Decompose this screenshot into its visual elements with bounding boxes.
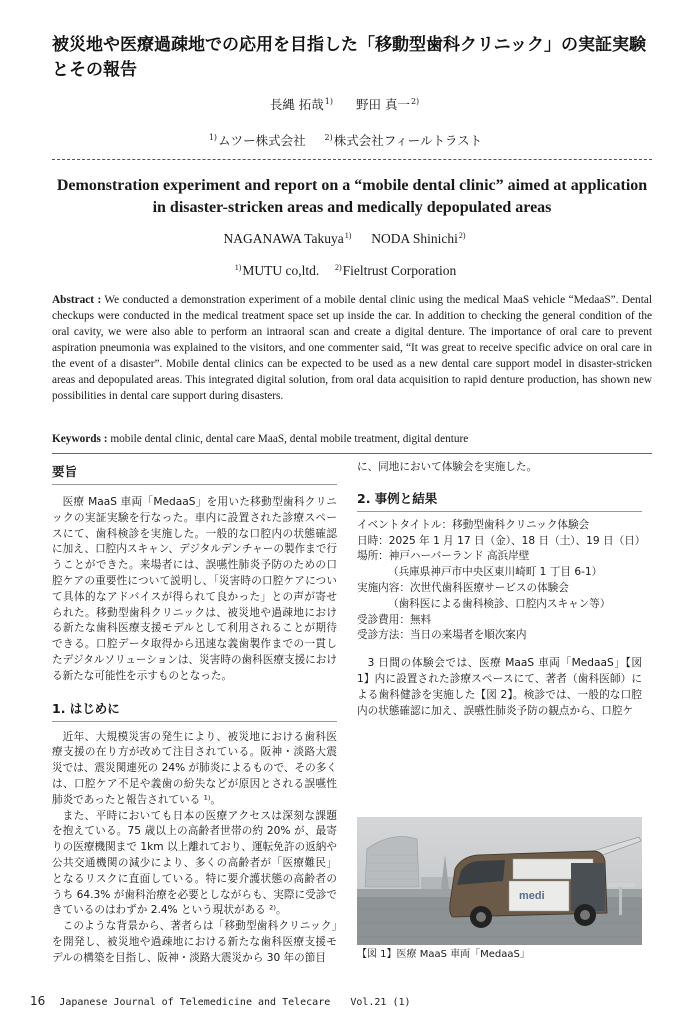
author-name: NAGANAWA Takuya	[223, 231, 344, 246]
affiliation-mark: 1)	[324, 97, 334, 106]
intro-paragraph: このような背景から、著者らは「移動型歯科クリニック」を開発し、被災地や過疎地における新たな歯科医療支援モデルの構築を目指し、阪神・淡路大震災から 30 年の節目	[52, 920, 337, 964]
paper-title-en: Demonstration experiment and report on a “mobile dental clinic” aimed at application in disaster-stricken areas and medically depopulated areas	[56, 177, 648, 216]
affiliation-name: 株式会社フィールトラスト	[333, 133, 483, 148]
affiliation-name: MUTU co,ltd.	[242, 263, 320, 278]
vehicle-logo-text: medi	[519, 890, 545, 902]
abstract-text: We conducted a demonstration experiment of a mobile dental clinic using the medical MaaS vehicle “MedaaS”. Dental checkups were conducted in the medical treatment space set up inside the car. In addition to checking the general condition of the oral cavity, we were also able to perform an intraoral scan and create a digital denture. The importance of oral care to prevent aspiration pneumonia was explained to the visitors, and one commenter said, “It was great to receive specific advice on oral care in the event of a disaster”. Mobile dental clinics can be expected to be used as a new dental care support model in disaster-stricken areas and depopulated areas. This integrated digital solution, from oral data acquisition to rapid denture production, has shown new possibilities in dental care support during disasters.	[52, 294, 652, 402]
event-line: （歯科医による歯科検診、口腔内スキャン等）	[388, 597, 611, 610]
event-line: 実施内容：次世代歯科医療サービスの体験会	[357, 581, 569, 594]
affiliation-mark: 1)	[234, 263, 242, 272]
event-line: （兵庫県神戸市中央区東川崎町 1 丁目 6-1）	[388, 566, 603, 579]
keywords-text: mobile dental clinic, dental care MaaS, dental mobile treatment, digital denture	[110, 433, 469, 445]
author-name: 野田 真一	[355, 97, 410, 112]
affiliation-name: ムツー株式会社	[218, 133, 306, 148]
intro-paragraph: また、平時においても日本の医療アクセスは深刻な課題を抱えている。75 歳以上の高齢者世帯の約 20% が、最寄りの医療機関まで 1km 以上離れており、運転免許の返納や公共交通機関の減少により、多くの高齢者が「医療難民」となるリスクに直面している。特に要介護状態の高齢者のうち 64.3% が歯科治療を必要としながらも、実際に受診できているのはわずか 2.4% という現状がある ²⁾。	[52, 809, 337, 917]
affiliation-mark: 1)	[344, 231, 352, 240]
intro-heading: 1. はじめに	[52, 697, 337, 722]
event-line: イベントタイトル：移動型歯科クリニック体験会	[357, 518, 590, 531]
keywords	[52, 431, 652, 447]
event-line: 場所：神戸ハーバーランド 高浜岸壁	[357, 550, 530, 563]
event-details	[357, 518, 646, 644]
section-divider	[52, 453, 652, 454]
author-name: 長縄 拓哉	[269, 97, 324, 112]
affiliation-mark: 2)	[335, 263, 342, 272]
right-column	[357, 460, 646, 719]
cases-paragraph: 3 日間の体験会では、医療 MaaS 車両「MedaaS」【図 1】内に設置された診療スペースにて、著者（歯科医師）による歯科健診を実施した【図 2】。検診では、一般的な口腔内の状態確認に加え、誤嚥性肺炎予防の観点から、口腔ケ	[357, 657, 642, 717]
journal-volume: Vol.21 (1)	[350, 997, 411, 1008]
affiliation-name: Fieltrust Corporation	[342, 263, 457, 278]
keywords-label: Keywords :	[52, 433, 108, 445]
continued-text: に、同地において体験会を実施した。	[357, 461, 538, 473]
intro-paragraph: 近年、大規模災害の発生により、被災地における歯科医療支援の在り方が改めて注目されている。阪神・淡路大震災では、震災関連死の 24% が肺炎によるもので、その多くは、口腔ケア不足や義歯の紛失などが原因とされる誤嚥性肺炎であったと報告されている ¹⁾。	[52, 730, 337, 806]
journal-name: Japanese Journal of Telemedicine and Telecare	[59, 997, 331, 1008]
page-footer	[30, 994, 650, 1008]
cases-heading: 2. 事例と結果	[357, 487, 642, 512]
summary-text: 医療 MaaS 車両「MedaaS」を用いた移動型歯科クリニックの実証実験を行なった。車内に設置された診療スペースにて、歯科検診を実施した。一般的な口腔内の状態確認に加え、口腔内スキャン、デジタルデンチャーの製作まで行うことができた。来場者には、誤嚥性肺炎予防のための口腔ケアの重要性について説明し、「災害時の口腔ケアについて具体的なアドバイスが得られて良かった」との声が寄せられた。移動型歯科クリニックは、被災地や過疎地における新たな歯科医療支援モデルとして利用されることが期待できる。口腔データ取得から迅速な義歯製作までの一貫したデジタルソリューションは、災害時の歯科医療支援における新たな可能性を示すものとなった。	[52, 496, 337, 682]
event-line: 日時：2025 年 1 月 17 日（金）、18 日（土）、19 日（日）	[357, 534, 646, 547]
event-line: 受診方法：当日の来場者を順次案内	[357, 629, 527, 642]
affiliation-list-en	[0, 263, 690, 279]
left-column	[52, 460, 337, 967]
affiliation-mark: 2)	[324, 133, 333, 142]
summary-heading: 要旨	[52, 460, 337, 485]
affiliation-mark: 1)	[208, 133, 218, 142]
author-name: NODA Shinichi	[371, 231, 458, 246]
mobile-clinic-vehicle-image	[357, 817, 642, 945]
paper-title-jp: 被災地や医療過疎地での応用を目指した「移動型歯科クリニック」の実証実験とその報告	[52, 35, 646, 80]
header-divider	[52, 159, 652, 160]
affiliation-mark: 2)	[458, 231, 466, 240]
affiliation-mark: 2)	[410, 97, 420, 106]
abstract-label: Abstract :	[52, 294, 102, 306]
figure-1-photo	[357, 817, 642, 945]
figure-1-caption: 【図 1】医療 MaaS 車両「MedaaS」	[357, 949, 530, 960]
author-list-en	[0, 231, 690, 247]
author-list-jp	[0, 95, 690, 113]
page-number: 16	[30, 994, 46, 1008]
event-line: 受診費用：無料	[357, 613, 432, 626]
abstract	[52, 292, 652, 404]
affiliation-list-jp	[0, 131, 690, 149]
